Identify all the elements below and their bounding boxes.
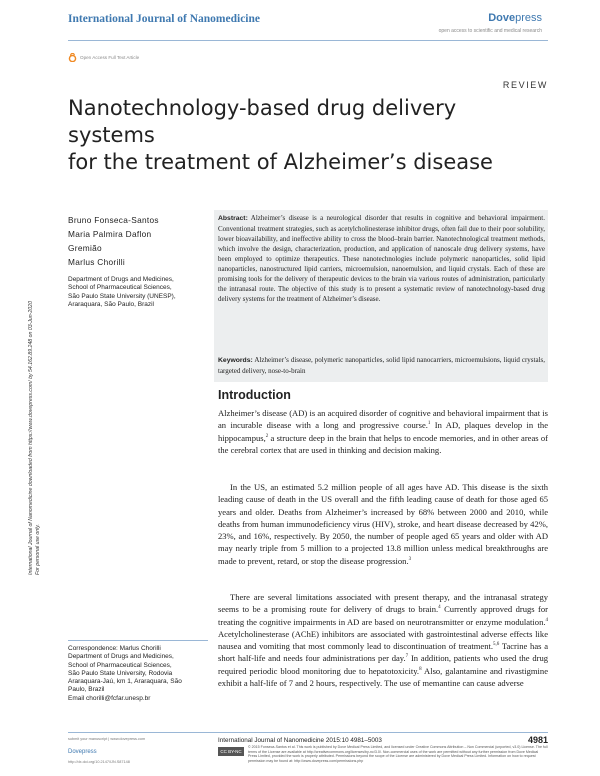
submit-manuscript-link[interactable]: submit your manuscript | www.dovepress.com xyxy=(68,737,146,741)
text-run: In addition, patients who used the drug required periodic blood monitoring due to hepatotoxicity. xyxy=(218,653,548,676)
citation-ref[interactable]: 4 xyxy=(545,617,548,623)
correspondence-line: School of Pharmaceutical Sciences, xyxy=(68,661,172,669)
citation-ref[interactable]: 4 xyxy=(438,605,441,611)
citation-ref[interactable]: 2 xyxy=(265,433,269,439)
doi-link[interactable]: http://dx.doi.org/10.2147/IJN.S87148 xyxy=(68,760,130,764)
footer-divider xyxy=(68,732,548,733)
title-line-1: Nanotechnology-based drug delivery systems xyxy=(68,96,457,147)
text-run: Alzheimer’s disease (AD) is an acquired disorder of cognitive and behavioral impairment that is an incurable disease with a long and progressive course. xyxy=(218,408,548,431)
correspondence-line: Paulo, Brazil xyxy=(68,686,105,694)
correspondence-divider xyxy=(68,640,208,641)
text-run: a structure deep in the brain that helps to encode memories, and in other areas of the cerebral cortex that are used in thinking and decision making. xyxy=(218,432,548,455)
journal-name: International Journal of Nanomedicine xyxy=(68,13,260,25)
text-run: There are several limitations associated with present therapy, and the intranasal strategy seems to be a promising route for delivery of drugs to brain. xyxy=(218,592,548,615)
side-note-line-2: For personal use only. xyxy=(34,524,41,575)
correspondence-line: Correspondence: Marlus Chorilli xyxy=(68,645,161,652)
affiliation-line: Department of Drugs and Medicines, xyxy=(68,276,174,283)
journal-citation: International Journal of Nanomedicine 2015:10 4981–5003 xyxy=(218,737,382,744)
citation-ref[interactable]: 1 xyxy=(427,421,431,427)
correspondence-line: Department of Drugs and Medicines, xyxy=(68,653,174,661)
abstract xyxy=(218,213,545,304)
download-side-note xyxy=(28,135,46,575)
citation-ref[interactable]: 3 xyxy=(408,556,412,562)
correspondence xyxy=(68,645,208,703)
text-run: Currently approved drugs for treating the cognitive impairments in AD are based on neurotransmitter or enzyme modulation. xyxy=(218,604,549,627)
license-text: © 2015 Fonseca-Santos et al. This work is published by Dove Medical Press Limited, and licensed under Creative Commons Attribution – Non Commercial (unported, v3.0) License. The full terms of the License are available at http://creativecommons.org/licenses/by-nc/3.0/. Non-commercial uses of the work are permitted without any further permission from Dove Medical Press Limited, provided the work is properly attributed. Permissions beyond the scope of the License are administered by Dove Medical Press Limited. Information on how to request permission may be found at: http://www.dovepress.com/permissions.php xyxy=(248,745,548,763)
citation-ref[interactable]: 8 xyxy=(419,666,422,672)
text-run: In AD, plaques develop in the hippocampus, xyxy=(218,420,548,443)
keywords-label: Keywords: xyxy=(218,357,253,364)
text-run: Also, galantamine and rivastigmine exhibit a half-life of 7 and 2 hours, respectively. The use of memantine can cause adverse xyxy=(218,665,548,689)
affiliation-line: São Paulo State University (UNESP), xyxy=(68,292,176,300)
open-access-label: Open Access Full Text Article xyxy=(80,55,140,60)
author-1: Bruno Fonseca-Santos xyxy=(68,215,159,225)
author-2-cont: Gremião xyxy=(68,243,102,253)
correspondence-line: São Paulo State University, Rodovia xyxy=(68,669,173,677)
abstract-label: Abstract: xyxy=(218,215,248,222)
author-3: Marlus Chorilli xyxy=(68,257,126,267)
text-run: Acetylcholinesterase (AChE) inhibitors are associated with gastrointestinal adverse effects like nausea and vomiting that most commonly lead to discontinuation of treatment. xyxy=(218,628,548,652)
title-line-2: for the treatment of Alzheimer’s disease xyxy=(68,150,493,174)
correspondence-email[interactable]: Email chorilli@fcfar.unesp.br xyxy=(68,694,151,702)
author-2: Maria Palmira Daflon xyxy=(68,229,152,239)
intro-paragraph-3 xyxy=(218,591,548,689)
affiliation xyxy=(68,276,208,309)
footer-publisher[interactable]: Dovepress xyxy=(68,749,97,755)
affiliation-line: School of Pharmaceutical Sciences, xyxy=(68,284,172,292)
article-title xyxy=(68,95,538,176)
affiliation-line: Araraquara, São Paulo, Brazil xyxy=(68,300,154,308)
article-type: REVIEW xyxy=(502,80,548,90)
publisher-logo-rest: press xyxy=(515,12,542,24)
keywords-text: Alzheimer’s disease, polymeric nanoparticles, solid lipid nanocarriers, microemulsions, liquid crystals, targeted delivery, nose-to-brain xyxy=(218,356,545,376)
keywords xyxy=(218,355,545,376)
intro-paragraph-2 xyxy=(218,481,548,567)
page-number: 4981 xyxy=(527,735,548,745)
abstract-text: Alzheimer’s disease is a neurological disorder that results in cognitive and behavioral impairment. Conventional treatment strategies, such as acetylcholinesterase inhibitor drugs, often fail due to their poor solubility, lower bioavailability, and ineffective ability to cross the blood–brain barrier. Nanotechnological treatment methods, which involve the design, characterization, production, and application of nanoscale drug delivery systems, have been employed to optimize therapeutics. These nanotechnologies include polymeric nanoparticles, solid lipid nanoparticles, nanostructured lipid carriers, microemulsion, nanoemulsion, and liquid crystals. Each of these are promising tools for the delivery of therapeutic devices to the brain via various routes of administration, particularly the intranasal route. The objective of this study is to present a systematic review of nanotechnology-based drug delivery systems for the treatment of Alzheimer’s disease. xyxy=(218,214,545,304)
text-run: In the US, an estimated 5.2 million people of all ages have AD. This disease is the sixth leading cause of death in the US overall and the fifth leading cause of death for those aged 65 years and older. Deaths from Alzheimer’s increased by 68% between 2000 and 2010, while deaths from human immunodeficiency virus (HIV), stroke, and heart disease decreased by 42%, 23%, and 16%, respectively. By 2050, the number of people aged 65 years and older with AD may nearly triple from 5 million to a projected 13.8 million unless medical breakthroughs are made to prevent, retard, or stop the disease progression. xyxy=(218,482,548,566)
side-note-line-1: International Journal of Nanomedicine downloaded from https://www.dovepress.com/ by 54.162.89.248 on 03-Jun-2020 xyxy=(28,301,34,575)
publisher-logo-bold: Dove xyxy=(488,12,516,24)
publisher-tagline: open access to scientific and medical research xyxy=(438,28,542,34)
header-divider xyxy=(68,40,548,41)
citation-ref[interactable]: 7 xyxy=(405,654,409,660)
section-heading-introduction: Introduction xyxy=(218,388,291,402)
open-access-icon xyxy=(68,53,77,62)
creative-commons-icon[interactable]: CC BY-NC xyxy=(218,747,244,756)
publisher-logo[interactable] xyxy=(488,12,542,24)
intro-paragraph-1 xyxy=(218,407,548,456)
correspondence-line: Araraquara-Jaú, km 1, Araraquara, São xyxy=(68,678,182,686)
citation-ref[interactable]: 5,6 xyxy=(492,642,500,648)
text-run: Tacrine has a short half-life and needs four administrations per day. xyxy=(218,641,548,664)
